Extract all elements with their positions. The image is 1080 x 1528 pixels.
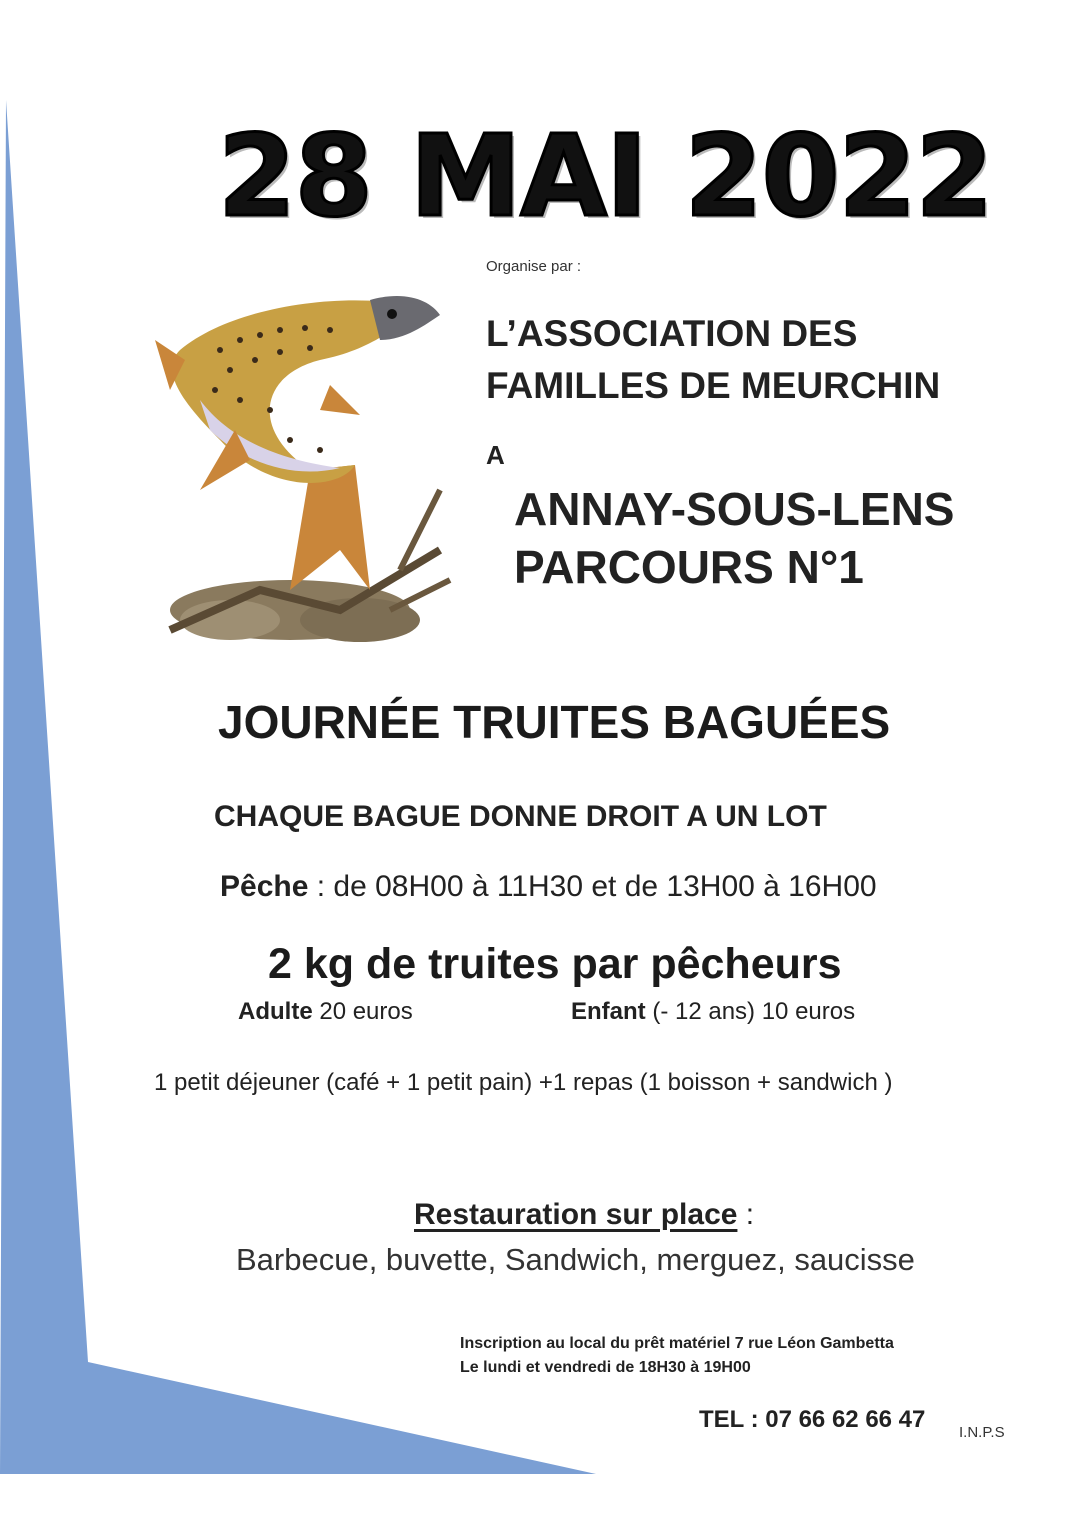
organizer-line-2: FAMILLES DE MEURCHIN	[486, 365, 941, 406]
catering-items: Barbecue, buvette, Sandwich, merguez, saucisse	[236, 1242, 915, 1277]
organizer-name	[486, 308, 940, 412]
catering-label: Restauration sur place	[414, 1198, 738, 1231]
registration-info	[460, 1332, 894, 1380]
tagline: CHAQUE BAGUE DONNE DROIT A UN LOT	[214, 800, 827, 833]
event-title: JOURNÉE TRUITES BAGUÉES	[218, 696, 891, 748]
location	[514, 480, 954, 596]
registration-line-2: Le lundi et vendredi de 18H30 à 19H00	[460, 1359, 751, 1376]
location-line-2: PARCOURS N°1	[514, 541, 864, 593]
child-price-value: (- 12 ans) 10 euros	[645, 998, 856, 1025]
registration-line-1: Inscription au local du prêt matériel 7 rue Léon Gambetta	[460, 1335, 894, 1352]
credit: I.N.P.S	[959, 1424, 1005, 1441]
adult-price	[238, 998, 413, 1026]
adult-price-value: 20 euros	[312, 998, 413, 1025]
fishing-label: Pêche	[220, 870, 309, 903]
trout-illustration-icon	[140, 290, 480, 670]
organizer-label: Organise par :	[486, 258, 582, 275]
fishing-hours	[220, 870, 877, 904]
fishing-hours-text: : de 08H00 à 11H30 et de 13H00 à 16H00	[308, 870, 877, 903]
quota: 2 kg de truites par pêcheurs	[268, 940, 842, 988]
catering-suffix: :	[737, 1198, 755, 1231]
catering-heading	[414, 1198, 754, 1232]
child-label: Enfant	[571, 998, 646, 1025]
child-price	[571, 998, 855, 1026]
location-line-1: ANNAY-SOUS-LENS	[514, 483, 955, 535]
organizer-line-1: L’ASSOCIATION DES	[486, 313, 858, 354]
adult-label: Adulte	[238, 998, 313, 1025]
location-prefix: A	[486, 440, 505, 470]
included-meal: 1 petit déjeuner (café + 1 petit pain) +1 repas (1 boisson + sandwich )	[154, 1069, 893, 1096]
phone-number: TEL : 07 66 62 66 47	[699, 1406, 926, 1433]
event-date: 28 MAI 2022	[218, 112, 993, 242]
